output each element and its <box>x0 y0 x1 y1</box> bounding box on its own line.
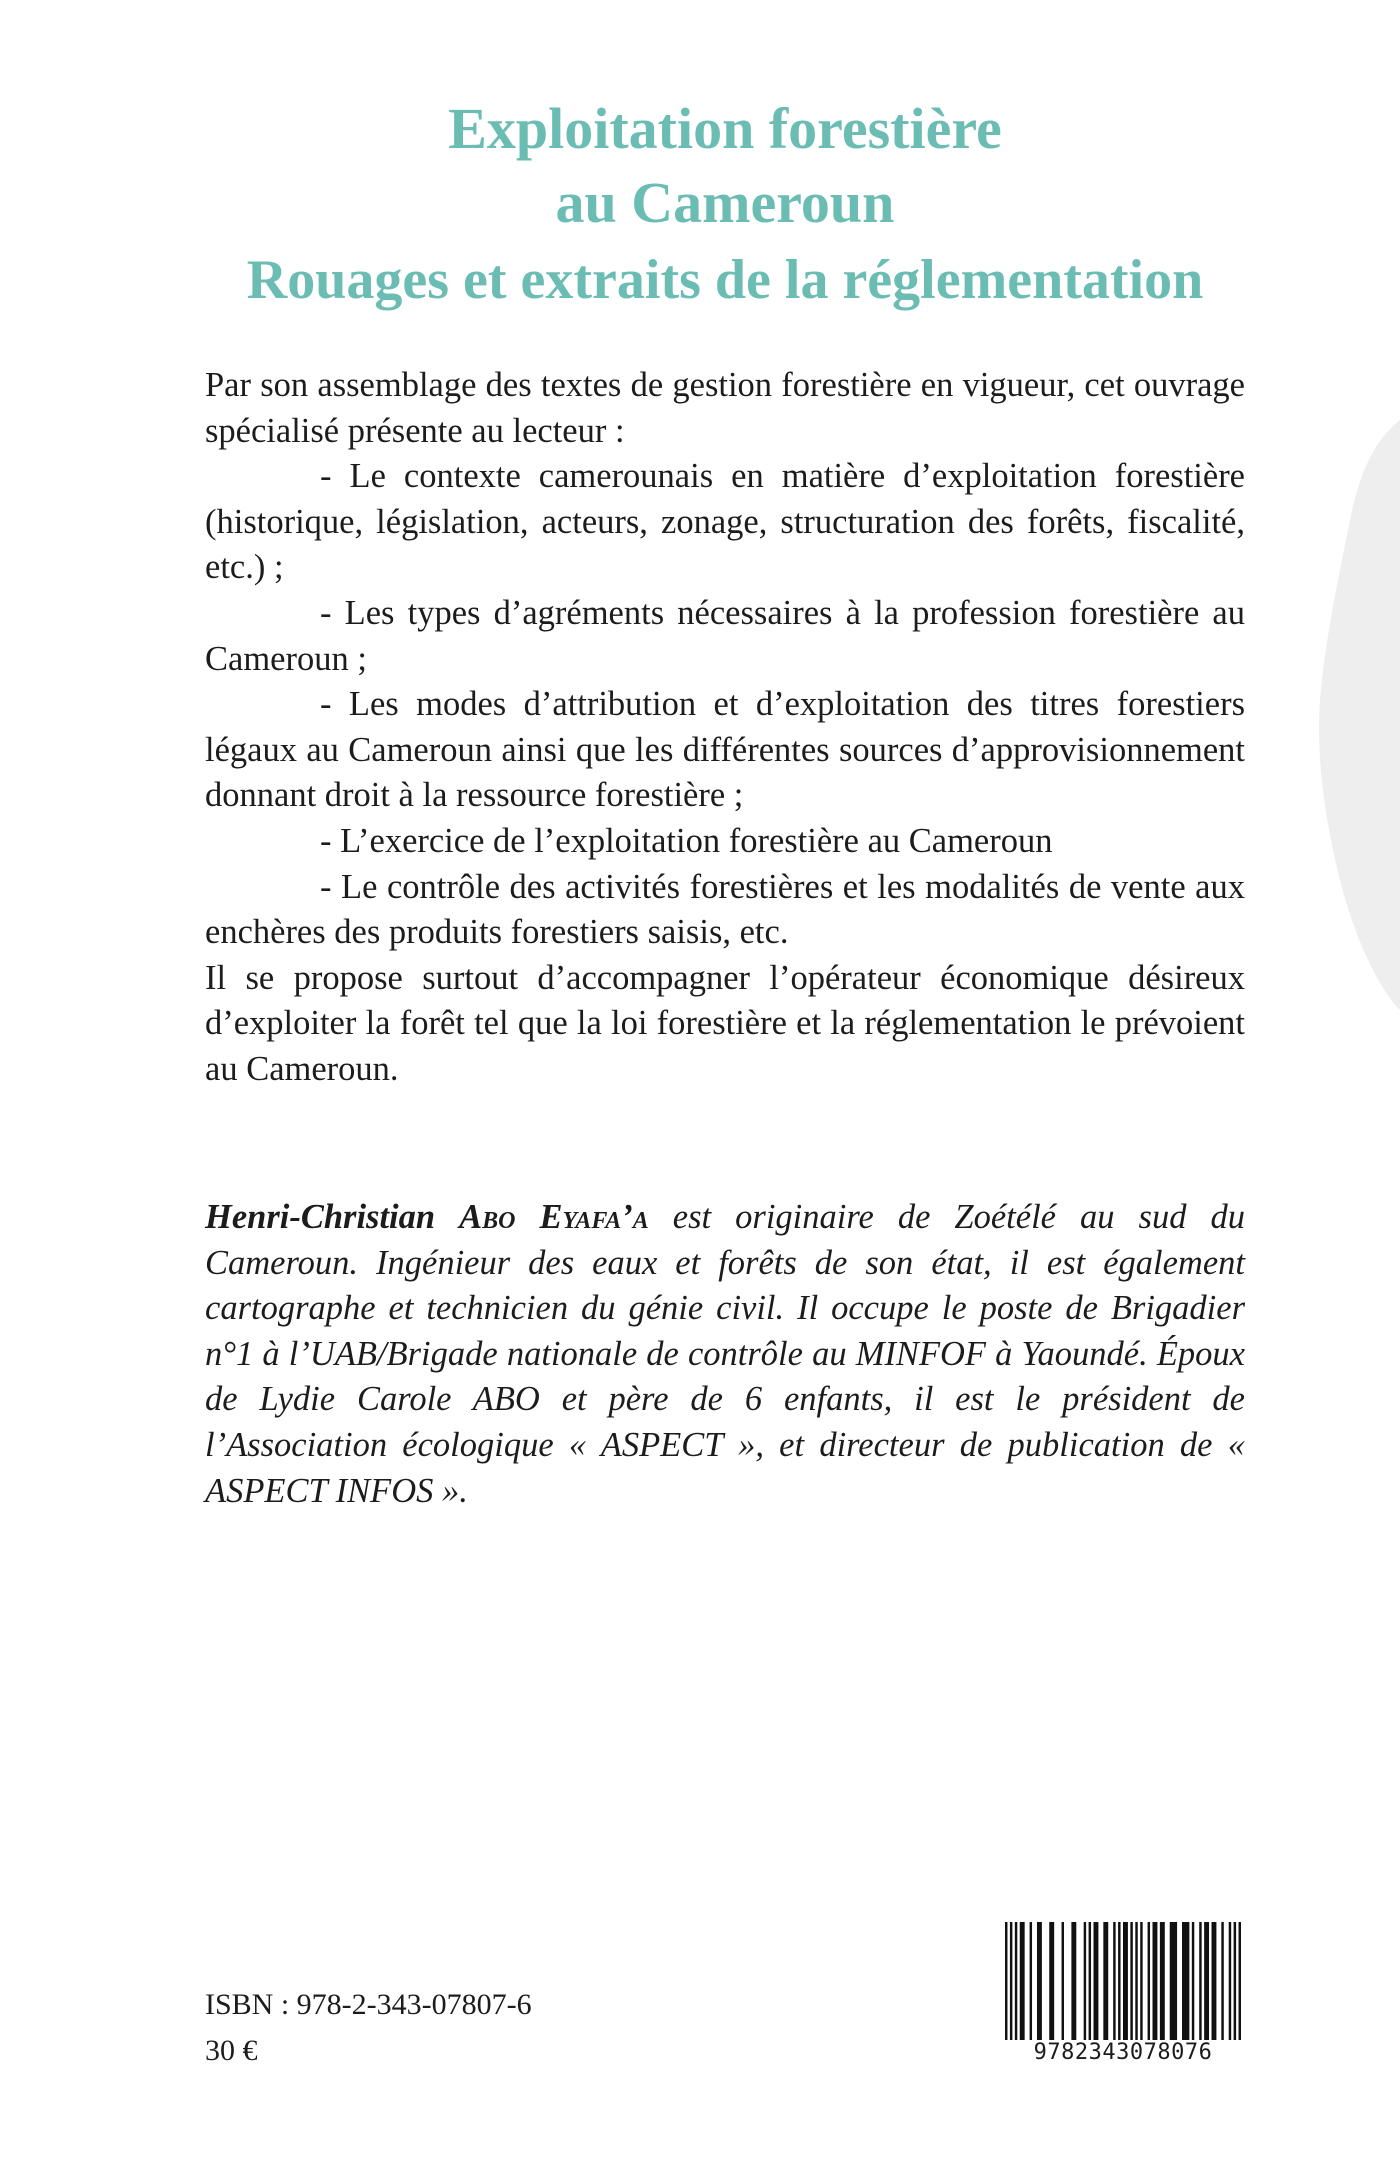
barcode-bar <box>1123 1922 1128 2040</box>
barcode-bar <box>1182 1922 1189 2040</box>
barcode-bar <box>1221 1922 1223 2040</box>
price: 30 € <box>205 2034 258 2067</box>
barcode-bar <box>1020 1922 1025 2040</box>
isbn-number: ISBN : 978-2-343-07807-6 <box>205 1988 532 2021</box>
barcode-bar <box>1030 1922 1032 2040</box>
isbn-barcode <box>1003 1922 1243 2068</box>
barcode-bar <box>1037 1922 1042 2040</box>
barcode-bar <box>1199 1922 1201 2040</box>
barcode-bar <box>1148 1922 1150 2040</box>
barcode-bar <box>1103 1922 1108 2040</box>
description-item: - L’exercice de l’exploitation forestière au Cameroun <box>320 821 1053 860</box>
barcode-bar <box>1229 1922 1231 2040</box>
barcode-bar <box>1084 1922 1086 2040</box>
description-item: - Les types d’agréments nécessaires à la profession forestière au Cameroun ; <box>205 593 1245 678</box>
barcode-bar <box>1094 1922 1099 2040</box>
author-bio-text: est originaire de Zoétélé au sud du Cameroun. Ingénieur des eaux et forêts de son état, il est également cartographe et technicien du génie civil. Il occupe le poste de Brigadier n°1 à l’UAB/Brigade nationale de contrôle au MINFOF à Yaoundé. Époux de Lydie Carole ABO et père de 6 enfants, il est le président de l’Association écologique « ASPECT », et directeur de publication de « ASPECT INFOS ». <box>205 1198 1246 1510</box>
barcode-bar <box>1135 1922 1137 2040</box>
barcode-bar <box>1160 1922 1165 2040</box>
author-bio-paragraph <box>205 1195 1245 1514</box>
barcode-bar <box>1062 1922 1064 2040</box>
description-item: - Le contrôle des activités forestières et les modalités de vente aux enchères des produits forestiers saisis, etc. <box>205 867 1245 952</box>
author-first-name: Henri-Christian <box>205 1198 436 1236</box>
barcode-bar <box>1015 1922 1017 2040</box>
barcode-bar <box>1153 1922 1158 2040</box>
barcode-digits: 9782343078076 <box>1003 2040 1243 2066</box>
book-title-line-1: Exploitation forestière <box>448 96 1002 161</box>
barcode-bar <box>1049 1922 1054 2040</box>
title-block <box>0 92 1400 320</box>
author-surname: Abo Eyafa’a <box>459 1198 649 1236</box>
barcode-bar <box>1071 1922 1076 2040</box>
book-description <box>205 363 1245 1093</box>
barcode-bar <box>1130 1922 1132 2040</box>
barcode-bar <box>1239 1922 1241 2040</box>
barcode-bar <box>1204 1922 1209 2040</box>
barcode-bar <box>1170 1922 1177 2040</box>
barcode-bar <box>1140 1922 1142 2040</box>
barcode-bar <box>1113 1922 1115 2040</box>
barcode-bar <box>1118 1922 1120 2040</box>
book-subtitle: Rouages et extraits de la réglementation <box>246 249 1204 311</box>
barcode-bar <box>1234 1922 1236 2040</box>
description-item: - Les modes d’attribution et d’exploitation des titres forestiers légaux au Cameroun ainsi que les différentes sources d’approvisionnement donnant droit à la ressource forestière ; <box>205 685 1245 815</box>
barcode-bar <box>1010 1922 1012 2040</box>
author-biography <box>205 1195 1245 1514</box>
decorative-edge-shape <box>1280 0 1400 2169</box>
description-item: - Le contexte camerounais en matière d’exploitation forestière (historique, législation, acteurs, zonage, structuration des forêts, fiscalité, etc.) ; <box>205 457 1245 587</box>
barcode-bar <box>1005 1922 1007 2040</box>
barcode-bar <box>1192 1922 1194 2040</box>
description-paragraph: Il se propose surtout d’accompagner l’opérateur économique désireux d’exploiter la forêt tel que la loi forestière et la réglementation le prévoient au Cameroun. <box>205 958 1245 1088</box>
barcode-bar <box>1212 1922 1217 2040</box>
barcode-bar <box>1089 1922 1091 2040</box>
description-paragraph: Par son assemblage des textes de gestion forestière en vigueur, cet ouvrage spécialisé présente au lecteur : <box>205 366 1245 450</box>
book-title-line-2: au Cameroun <box>555 170 895 235</box>
